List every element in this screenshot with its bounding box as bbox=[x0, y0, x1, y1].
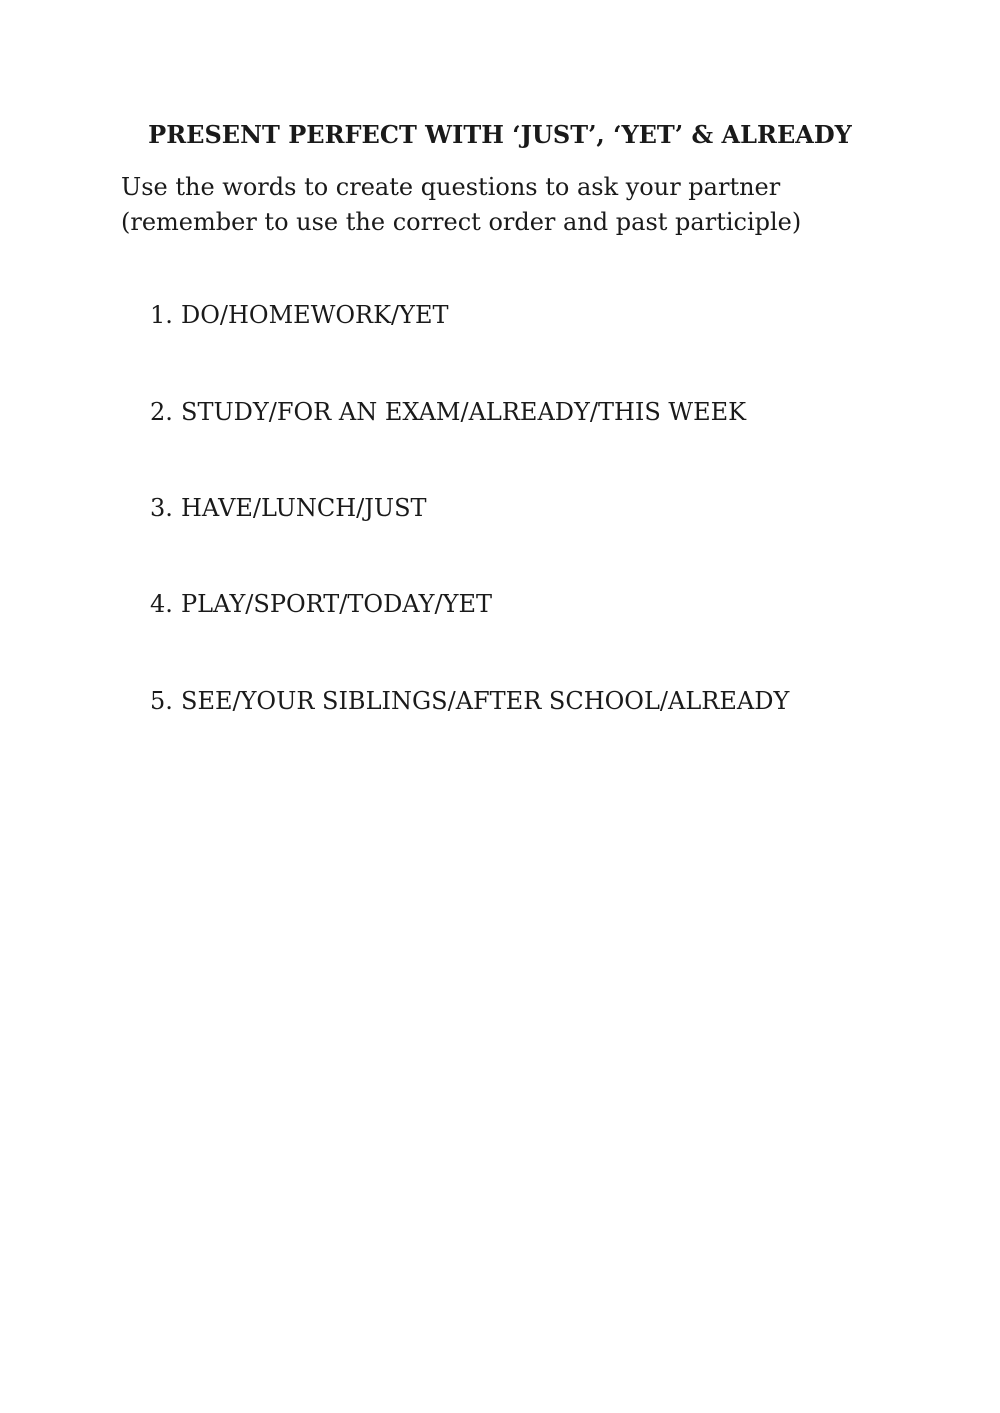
exercise-item bbox=[150, 493, 427, 523]
item-text: STUDY/FOR AN EXAM/ALREADY/THIS WEEK bbox=[181, 398, 747, 426]
instructions-line-1: Use the words to create questions to ask your partner bbox=[121, 173, 781, 201]
item-text: HAVE/LUNCH/JUST bbox=[181, 494, 427, 522]
instructions-line-2: (remember to use the correct order and past participle) bbox=[121, 208, 802, 236]
item-number: 2. bbox=[150, 398, 173, 426]
item-number: 3. bbox=[150, 494, 173, 522]
item-number: 4. bbox=[150, 590, 173, 618]
exercise-item bbox=[150, 589, 492, 619]
exercise-item bbox=[150, 686, 789, 716]
exercise-item bbox=[150, 397, 746, 427]
item-text: SEE/YOUR SIBLINGS/AFTER SCHOOL/ALREADY bbox=[181, 687, 790, 715]
item-number: 1. bbox=[150, 301, 173, 329]
instructions bbox=[121, 170, 901, 240]
item-text: DO/HOMEWORK/YET bbox=[181, 301, 449, 329]
item-number: 5. bbox=[150, 687, 173, 715]
worksheet-title: PRESENT PERFECT WITH ‘JUST’, ‘YET’ & ALREADY bbox=[148, 120, 852, 149]
exercise-item bbox=[150, 300, 449, 330]
item-text: PLAY/SPORT/TODAY/YET bbox=[181, 590, 492, 618]
